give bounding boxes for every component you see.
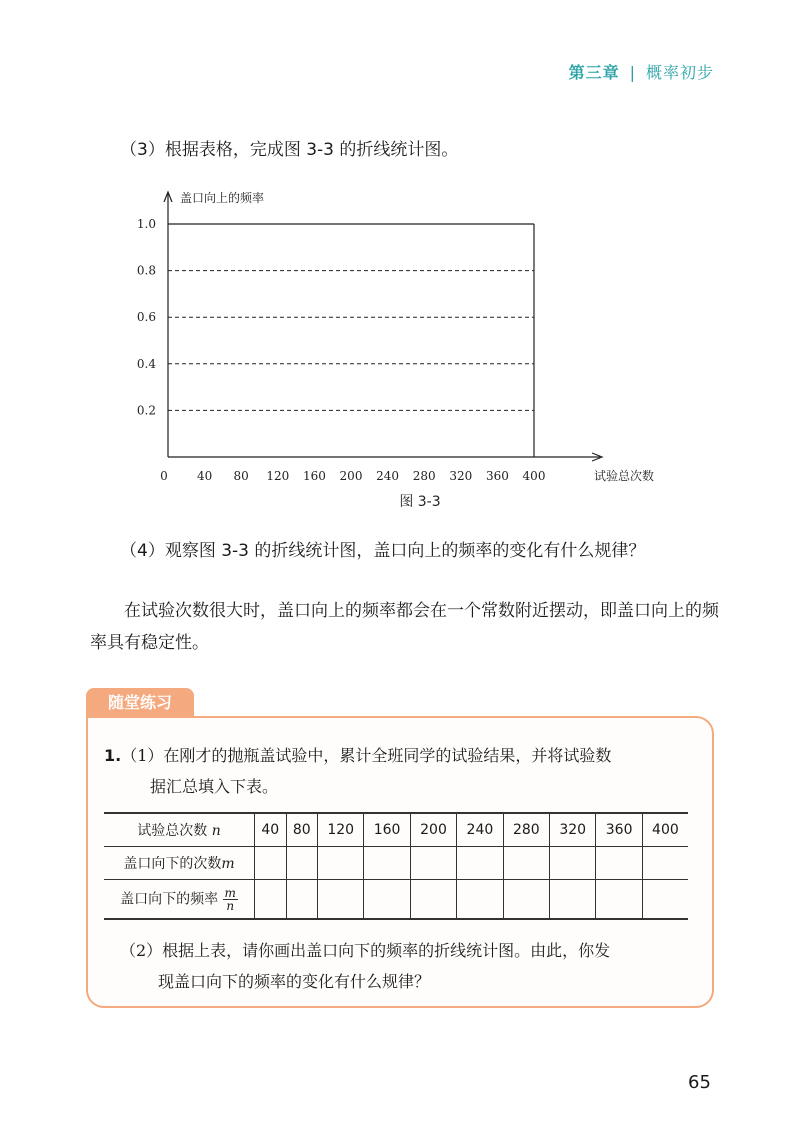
table-empty-cell[interactable]	[318, 847, 364, 880]
table-empty-cell[interactable]	[410, 880, 456, 920]
table-header-cell: 40	[255, 813, 287, 847]
practice-q2-line2: 现盖口向下的频率的变化有什么规律？	[158, 972, 431, 991]
practice-q1-line2: 据汇总填入下表。	[150, 777, 279, 796]
table-empty-cell[interactable]	[255, 880, 287, 920]
practice-q-number: 1.	[104, 746, 122, 765]
table-row	[104, 813, 688, 847]
question-4: （4）观察图 3-3 的折线统计图，盖口向上的频率的变化有什么规律？	[120, 541, 646, 561]
table-header-cell: 320	[550, 813, 596, 847]
practice-q1-line1: 1.（1）在刚才的抛瓶盖试验中，累计全班同学的试验结果，并将试验数	[104, 746, 612, 765]
chart-y-ticks	[137, 217, 156, 417]
chapter-title: 概率初步	[645, 63, 714, 82]
chapter-header	[569, 60, 714, 83]
line-chart-3-3	[120, 182, 680, 512]
table-empty-cell[interactable]	[364, 847, 410, 880]
table-row	[104, 847, 688, 880]
table-header-cell: 80	[286, 813, 318, 847]
table-empty-cell[interactable]	[457, 880, 503, 920]
table-empty-cell[interactable]	[286, 847, 318, 880]
x-tick-label: 280	[412, 469, 436, 483]
table-empty-cell[interactable]	[642, 880, 688, 920]
x-tick-label: 360	[485, 469, 509, 483]
chapter-number: 第三章	[568, 63, 620, 82]
practice-question-2	[120, 935, 700, 997]
table-header-cell: 280	[503, 813, 549, 847]
frequency-table	[104, 812, 688, 920]
x-tick-label: 120	[266, 469, 290, 483]
table-empty-cell[interactable]	[286, 880, 318, 920]
x-tick-label: 160	[302, 469, 326, 483]
chart-x-ticks	[160, 469, 545, 483]
header-separator: |	[629, 63, 636, 82]
y-tick-label: 0.8	[136, 263, 156, 278]
table-empty-cell[interactable]	[550, 880, 596, 920]
table-empty-cell[interactable]	[503, 847, 549, 880]
table-empty-cell[interactable]	[457, 847, 503, 880]
table-header-cell: 360	[596, 813, 642, 847]
table-row-label: 盖口向下的次数m	[104, 847, 255, 880]
chart-y-axis-label: 盖口向上的频率	[180, 191, 265, 205]
fraction-m-over-n: $\frac{m}{n}$	[224, 885, 236, 913]
table-header-cell: 200	[410, 813, 456, 847]
table-empty-cell[interactable]	[596, 847, 642, 880]
x-tick-label: 80	[233, 469, 249, 483]
practice-question-1	[104, 740, 704, 802]
x-tick-label: 40	[196, 469, 213, 483]
table-empty-cell[interactable]	[642, 847, 688, 880]
y-tick-label: 0.6	[136, 310, 156, 325]
x-tick-label: 0	[160, 469, 168, 483]
table-empty-cell[interactable]	[255, 847, 287, 880]
table-header-cell: 160	[364, 813, 410, 847]
chart-grid	[168, 224, 534, 410]
table-empty-cell[interactable]	[318, 880, 364, 920]
chart-axes	[164, 192, 602, 461]
x-tick-label: 320	[449, 469, 473, 483]
table-empty-cell[interactable]	[364, 880, 410, 920]
table-empty-cell[interactable]	[503, 880, 549, 920]
x-tick-label: 400	[522, 469, 546, 483]
practice-q2-line1: （2）根据上表，请你画出盖口向下的频率的折线统计图。由此，你发	[120, 941, 611, 960]
table-header-cell: 240	[457, 813, 503, 847]
table-empty-cell[interactable]	[410, 847, 456, 880]
table-header-cell: 400	[642, 813, 688, 847]
y-tick-label: 0.4	[136, 356, 156, 371]
table-row-label: 试验总次数 n	[104, 813, 255, 847]
table-row-label: 盖口向下的频率 $\frac{m}{n}$	[104, 880, 255, 920]
table-header-cell: 120	[318, 813, 364, 847]
table-row	[104, 880, 688, 920]
x-tick-label: 240	[376, 469, 400, 483]
y-tick-label: 1.0	[136, 217, 156, 231]
x-tick-label: 200	[339, 469, 363, 483]
chart-x-axis-label: 试验总次数	[594, 469, 655, 483]
chart-caption: 图 3-3	[399, 494, 441, 510]
question-3: （3）根据表格，完成图 3-3 的折线统计图。	[120, 140, 459, 160]
conclusion-paragraph: 在试验次数很大时，盖口向上的频率都会在一个常数附近摆动，即盖口向上的频率具有稳定性。	[90, 601, 719, 653]
practice-tab: 随堂练习	[86, 688, 194, 718]
table-empty-cell[interactable]	[550, 847, 596, 880]
table-empty-cell[interactable]	[596, 880, 642, 920]
y-tick-label: 0.2	[136, 403, 156, 418]
page-number: 65	[688, 1072, 711, 1093]
